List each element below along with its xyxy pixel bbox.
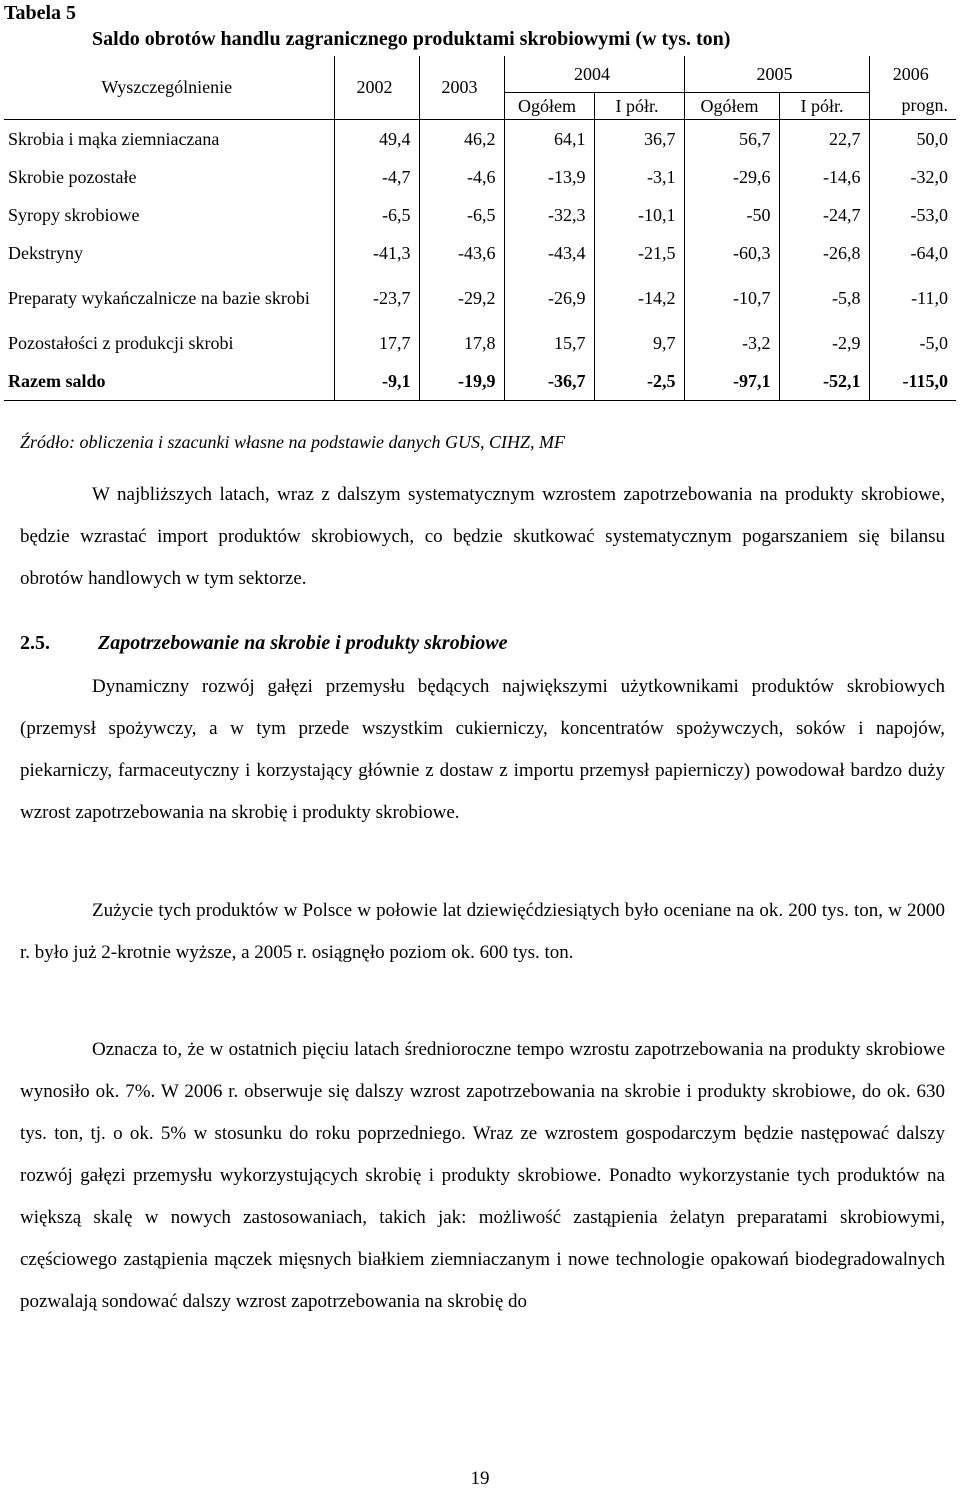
cell: -19,9	[419, 362, 504, 401]
cell: -4,7	[334, 158, 419, 196]
header-col-label: Wyszczególnienie	[4, 56, 334, 120]
cell: -43,6	[419, 234, 504, 272]
cell: -2,5	[594, 362, 684, 401]
row-label: Razem saldo	[4, 362, 334, 401]
row-label: Syropy skrobiowe	[4, 196, 334, 234]
cell: -32,3	[504, 196, 594, 234]
header-year-2002: 2002	[334, 56, 419, 120]
row-label: Skrobie pozostałe	[4, 158, 334, 196]
cell: -10,1	[594, 196, 684, 234]
cell: 17,7	[334, 324, 419, 362]
header-year-2003: 2003	[419, 56, 504, 120]
paragraph-4: Oznacza to, że w ostatnich pięciu latach średnioroczne tempo wzrostu zapotrzebowania na produkty skrobiowe wynosiło ok. 7%. W 2006 r. obserwuje się dalszy wzrost zapotrzebowania na skrobie i produkty skrobiowe, do ok. 630 tys. ton, tj. o ok. 5% w stosunku do roku poprzedniego. Wraz ze wzrostem gospodarczym będzie następować dalszy rozwój gałęzi przemysłu wykorzystujących skrobię i produkty skrobiowe. Ponadto wykorzystanie tych produktów na większą skalę w nowych zastosowaniach, takich jak: możliwość zastąpienia żelatyn preparatami skrobiowymi, częściowego zastąpienia mączek mięsnych białkiem ziemniaczanym i nowe technologie opakowań biodegradowalnych pozwalają sondować dalszy wzrost zapotrzebowania na skrobię do	[20, 1039, 945, 1312]
cell: -29,2	[419, 272, 504, 324]
row-label: Preparaty wykańczalnicze na bazie skrobi	[4, 272, 334, 324]
table-source: Źródło: obliczenia i szacunki własne na podstawie danych GUS, CIHZ, MF	[20, 432, 565, 452]
header-year-2004: 2004	[504, 56, 684, 93]
cell: -23,7	[334, 272, 419, 324]
cell: -52,1	[779, 362, 869, 401]
section-title: Zapotrzebowanie na skrobie i produkty skrobiowe	[98, 632, 508, 654]
header-sub-ipolr-2004: I półr.	[594, 93, 684, 120]
cell: -21,5	[594, 234, 684, 272]
tabela-label: Tabela 5	[4, 2, 77, 24]
cell: -115,0	[869, 362, 956, 401]
paragraph-2: Dynamiczny rozwój gałęzi przemysłu będących największymi użytkownikami produktów skrobiowych (przemysł spożywczy, a w tym przede wszystkim cukierniczy, koncentratów spożywczych, soków i napojów, piekarniczy, farmaceutyczny i korzystający głównie z dostaw z importu przemysł papierniczy) powodował bardzo duży wzrost zapotrzebowania na skrobię i produkty skrobiowe.	[20, 676, 945, 823]
cell: -97,1	[684, 362, 779, 401]
cell: -26,9	[504, 272, 594, 324]
header-year-2005: 2005	[684, 56, 869, 93]
header-sub-ipolr-2005: I półr.	[779, 93, 869, 120]
section-heading	[20, 632, 507, 655]
table-row	[4, 234, 956, 272]
cell: 56,7	[684, 120, 779, 159]
cell: 36,7	[594, 120, 684, 159]
paragraph-1: W najbliższych latach, wraz z dalszym systematycznym wzrostem zapotrzebowania na produkty skrobiowe, będzie wzrastać import produktów skrobiowych, co będzie skutkować systematycznym pogarszaniem się bilansu obrotów handlowych w tym sektorze.	[20, 484, 945, 589]
cell: -32,0	[910, 166, 948, 187]
table-row	[4, 120, 956, 159]
cell: -6,5	[419, 196, 504, 234]
table-row	[4, 196, 956, 234]
table-row	[4, 272, 956, 324]
row-label: Dekstryny	[4, 234, 334, 272]
cell: -24,7	[779, 196, 869, 234]
cell: -4,6	[419, 158, 504, 196]
cell: 50,0	[869, 120, 956, 159]
cell: 9,7	[594, 324, 684, 362]
cell: -43,4	[504, 234, 594, 272]
header-sub-ogolem-2005: Ogółem	[684, 93, 779, 120]
cell: -14,6	[779, 158, 869, 196]
header-sub-ogolem-2004: Ogółem	[504, 93, 594, 120]
cell: -50	[684, 196, 779, 234]
cell: -60,3	[684, 234, 779, 272]
page-number: 19	[470, 1468, 490, 1489]
cell: -3,1	[594, 158, 684, 196]
header-year-2006: 2006	[892, 63, 929, 84]
cell: -53,0	[910, 204, 948, 225]
row-label: Pozostałości z produkcji skrobi	[4, 324, 334, 362]
cell: 49,4	[334, 120, 419, 159]
cell: -3,2	[684, 324, 779, 362]
cell: -9,1	[334, 362, 419, 401]
cell: 17,8	[419, 324, 504, 362]
cell: -5,8	[779, 272, 869, 324]
cell: -13,9	[504, 158, 594, 196]
cell: -2,9	[779, 324, 869, 362]
trade-balance-table	[4, 56, 956, 401]
row-label: Skrobia i mąka ziemniaczana	[4, 120, 334, 159]
table-row	[4, 158, 956, 196]
cell: -14,2	[594, 272, 684, 324]
cell: -6,5	[334, 196, 419, 234]
table-row-total	[4, 362, 956, 401]
cell: 64,1	[504, 120, 594, 159]
cell: -5,0	[919, 332, 948, 353]
cell: 22,7	[779, 120, 869, 159]
header-sub-progn: progn.	[901, 95, 948, 116]
cell: -36,7	[504, 362, 594, 401]
cell: 46,2	[419, 120, 504, 159]
cell: -64,0	[910, 242, 948, 263]
cell: 15,7	[504, 324, 594, 362]
table-row	[4, 324, 956, 362]
paragraph-3: Zużycie tych produktów w Polsce w połowie lat dziewięćdziesiątych było oceniane na ok. 200 tys. ton, w 2000 r. było już 2-krotnie wyższe, a 2005 r. osiągnęło poziom ok. 600 tys. ton.	[20, 900, 945, 963]
cell: -29,6	[684, 158, 779, 196]
cell: -41,3	[334, 234, 419, 272]
cell: -10,7	[684, 272, 779, 324]
table-title: Saldo obrotów handlu zagranicznego produktami skrobiowymi (w tys. ton)	[92, 28, 731, 50]
cell: -26,8	[779, 234, 869, 272]
cell: -11,0	[911, 287, 948, 308]
section-number: 2.5.	[20, 632, 50, 654]
